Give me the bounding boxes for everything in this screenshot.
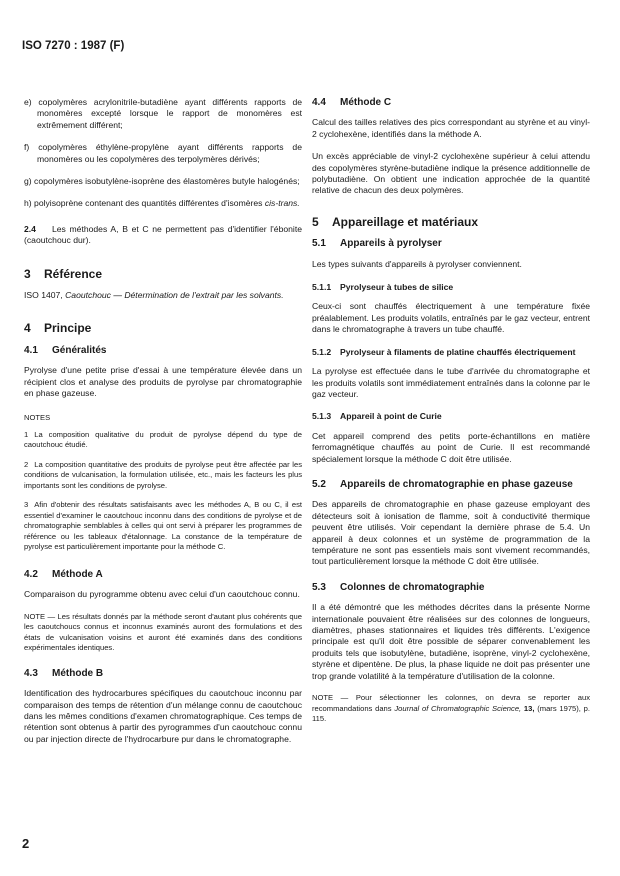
section-4-4-heading: 4.4 Méthode C bbox=[312, 97, 392, 108]
section-4-1-heading: 4.1 Généralités bbox=[24, 344, 107, 356]
list-item-e: e) copolymères acrylonitrile-butadiène ayant différents rapports de monomères excepté lorsque le rapport de monomères est extrêmement différent; bbox=[24, 97, 303, 130]
section-4-2-note: NOTE — Les résultats donnés par la méthode seront d'autant plus cohérents que les caoutchoucs connus et inconnus examinés auront des formulations et des états de vulcanisation voisins et auront été examinés dans des conditions expérimentales identiques. bbox=[24, 611, 302, 653]
right-column bbox=[312, 97, 590, 736]
page-number: 2 bbox=[22, 836, 30, 851]
section-4-3-heading: 4.3 Méthode B bbox=[24, 667, 104, 679]
section-5-2-heading: 5.2 Appareils de chromatographie en phase gazeuse bbox=[312, 478, 573, 490]
list-item-g: g) copolymères isobutylène-isoprène des élastomères butyle halogénés; bbox=[24, 176, 300, 187]
section-5-1-text: Les types suivants d'appareils à pyrolyser conviennent. bbox=[312, 258, 522, 269]
section-4-2-text: Comparaison du pyrogramme obtenu avec celui d'un caoutchouc connu. bbox=[24, 589, 300, 600]
section-5-1-2-text: La pyrolyse est effectuée dans le tube d'arrivée du chromatographe et les produits volatils sont immédiatement entraînés dans la colonne par le gaz vecteur. bbox=[312, 366, 590, 399]
section-5-1-3-heading: 5.1.3 Appareil à point de Curie bbox=[312, 411, 442, 422]
list-item-h: h) polyisoprène contenant des quantités différentes d'isomères cis-trans. bbox=[24, 198, 300, 209]
section-4-4-text-2: Un excès appréciable de vinyl-2 cyclohexène supérieur à celui attendu des copolymères styrène-butadiène indique la présence additionnelle de polybutadiène. On obtient une indication approchée de la quantité relative de chacun des deux polymères. bbox=[312, 151, 590, 196]
section-4-heading: 4 Principe bbox=[24, 321, 92, 336]
section-5-3-note: NOTE — Pour sélectionner les colonnes, on devra se reporter aux recommandations dans Journal of Chromatographic Science, 13, (mars 1975), p. 115. bbox=[312, 693, 590, 724]
left-column bbox=[24, 97, 302, 756]
section-5-1-3-text: Cet appareil comprend des petits porte-échantillons en matière ferromagnétique chauffés au point de Curie. Il est recommandé spécialement lorsque la méthode C doit être utilisée. bbox=[312, 430, 590, 464]
header-title: ISO 7270 : 1987 (F) bbox=[22, 40, 125, 52]
section-5-1-1-text: Ceux-ci sont chauffés électriquement à une température fixée préalablement. Les produits volatils, entraînés par le gaz vecteur, entrent dans le chromatographe à travers un tube chauffé. bbox=[312, 301, 590, 335]
section-4-4-text-1: Calcul des tailles relatives des pics correspondant au styrène et au vinyl-2 cyclohexène, identifiés dans la méthode A. bbox=[312, 117, 590, 139]
section-5-1-2-heading: 5.1.2 Pyrolyseur à filaments de platine chauffés électriquement bbox=[312, 346, 576, 357]
section-5-heading: 5 Appareillage et matériaux bbox=[312, 214, 479, 229]
note-3: 3 Afin d'obtenir des résultats satisfaisants avec les méthodes A, B ou C, il est essentiel d'examiner le caoutchouc inconnu dans des conditions de pyrolyse et de chromatographie semblables à celles qui ont servi à préparer les programmes de référence ou les tableaux d'étalonnage. La constance de la température de pyrolyse est particulièrement importante pour la méthode C. bbox=[24, 500, 302, 552]
section-5-1-1-heading: 5.1.1 Pyrolyseur à tubes de silice bbox=[312, 282, 454, 293]
notes-label: NOTES bbox=[24, 412, 51, 422]
list-item-f: f) copolymères éthylène-propylène ayant différents rapports de monomères ou les copolymères des terpolymères dérivés; bbox=[24, 142, 302, 164]
section-4-2-heading: 4.2 Méthode A bbox=[24, 568, 103, 580]
note-2: 2 La composition quantitative des produits de pyrolyse peut être affectée par les conditions de vulcanisation, la formulation utilisée, etc., mais les facteurs les plus importants sont les conditions de pyrolyse. bbox=[24, 459, 302, 490]
section-4-3-text: Identification des hydrocarbures spécifiques du caoutchouc inconnu par comparaison des temps de rétention d'un mélange connu de caoutchouc dans les mêmes conditions d'examen chromatographique. Ces temps de rétention sont obtenus à partir des pyrogrammes d'un caoutchouc connu ou par injection directe de l'hydrocarbure pur dans le chromatographe. bbox=[24, 688, 302, 744]
section-5-2-text: Des appareils de chromatographie en phase gazeuse employant des détecteurs soit à ionisation de flamme, soit à conductivité thermique peuvent être utilisés. Voir cependant la dernière phrase de 5.4. Un appareil à deux colonnes et un système de programmation de la température ne sont pas essentiels mais sont vivement recommandés, tout particulièrement lorsque la méthode C doit être utilisée. bbox=[312, 499, 590, 567]
section-3-text: ISO 1407, Caoutchouc — Détermination de l'extrait par les solvants. bbox=[24, 290, 284, 301]
section-3-heading: 3 Référence bbox=[24, 266, 103, 281]
clause-2-4: 2.4 Les méthodes A, B et C ne permettent pas d'identifier l'ébonite (caoutchouc dur). bbox=[24, 223, 302, 246]
note-1: 1 La composition qualitative du produit de pyrolyse dépend du type de caoutchouc étudié. bbox=[24, 429, 302, 450]
section-5-1-heading: 5.1 Appareils à pyrolyser bbox=[312, 238, 442, 250]
section-5-3-heading: 5.3 Colonnes de chromatographie bbox=[312, 581, 485, 593]
section-5-3-text: Il a été démontré que les méthodes décrites dans la présente Norme internationale pouvaient être réalisées sur des colonnes de longueurs, diamètres, phases stationnaires et liquides très différents. L'exigence principale est qu'il doit être possible de séparer convenablement les produits tels que isobutylène, butadiène, isoprène, vinyl-2 cyclohexène, styrène et dipentène. De plus, la phase liquide ne doit pas présenter une trop grande volatilité à la température d'utilisation de la colonne. bbox=[312, 602, 590, 681]
section-4-1-text: Pyrolyse d'une petite prise d'essai à une température élevée dans un récipient clos et analyse des produits de pyrolyse par chromatographie en phase gazeuse. bbox=[24, 365, 302, 399]
